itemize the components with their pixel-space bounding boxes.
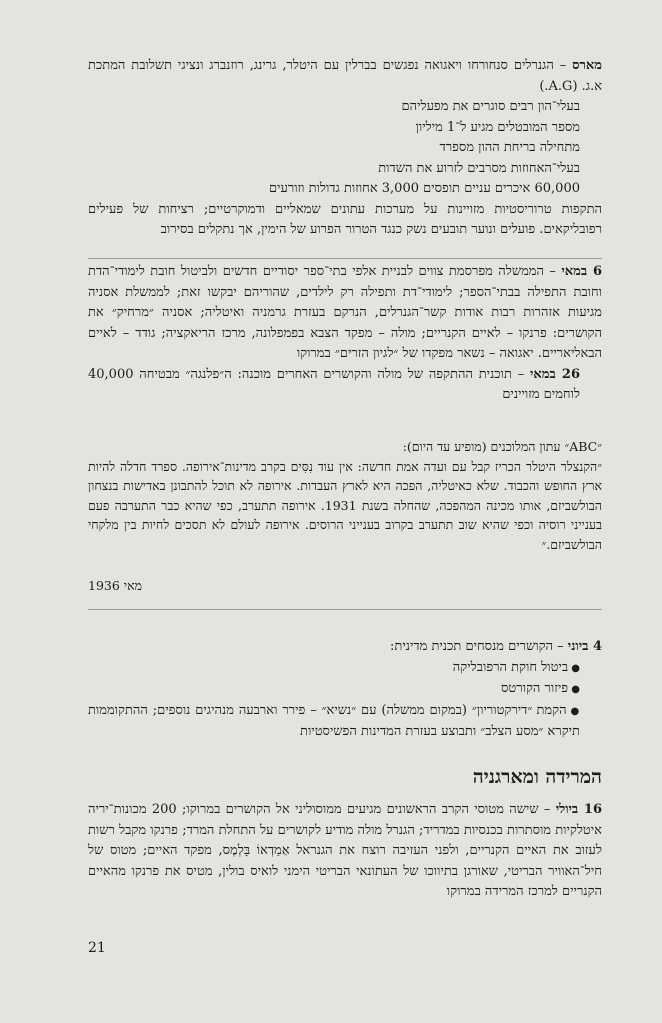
may-26-paragraph [88, 365, 602, 406]
march-list [88, 97, 602, 200]
march-list-item-4: בעלי־האחוזות מסרבים לזרוע את השדות [378, 160, 580, 176]
quote-source: ״ABC״ עתון המלוכנים (מופיע עד היום): [402, 439, 602, 454]
march-list-item-1: בעלי־הון רבים סוגרים את מפעליהם [401, 99, 580, 114]
june-bullet-list [88, 658, 602, 701]
divider-1 [88, 258, 602, 259]
section-june [88, 637, 602, 743]
june-closing-paragraph [88, 701, 602, 743]
may-6-paragraph [88, 262, 602, 365]
may-26-date: 26 במאי [530, 366, 580, 382]
may-26-text: – תוכנית ההתקפה של מולה והקושרים האחרים מוכנה: ה״פלנגה״ מבטיחה 40,000 לוחמים מזויינים [88, 366, 580, 402]
july-date: 16 ביולי [555, 802, 602, 817]
march-date: מארס [572, 58, 602, 73]
section-july [88, 800, 602, 903]
may-6-date: 6 במאי [561, 264, 602, 279]
march-list-item-2: מספר המובטלים מגיע ל־1 מיליון [415, 119, 580, 135]
section-march [88, 56, 602, 241]
june-bullet-2: ● פיזור הקורטס [88, 679, 580, 701]
june-intro-paragraph [88, 637, 602, 658]
july-paragraph [88, 800, 602, 903]
march-closing-paragraph: התקפות טרוריסטיות מזויינות על מערכות עתונים שמאליים ודמוקרטיים; רציחות של פעילים רפובליקאים. פועלים ונוער תובעים נשק כנגד הטרור הפרוע של הימין, אך נתקלים בסירוב [88, 201, 602, 237]
june-closing-text: הקמת ״דירקטוריון״ (במקום ממשלה) עם ״נשיא״ – פירר וארבעה מנהיגים נוספים; ההתקוממות תיקרא ״מסע הצלב״ ותבוצע בעזרת המדינות הפשיסטיות [88, 702, 580, 739]
march-list-item-5: 60,000 איכרים עניים תופסים 3,000 אחוזות גדולות וזורעים [268, 181, 580, 196]
june-bullet-1: ● ביטול חוקת הרפובליקה [88, 658, 580, 680]
quote-body: ״הקנצלר היטלר הכריז קבל עם ועדה אמת חדשה: אין עוד נִסִּים בקרב מדינות־אירופה. ספרד חדלה להיות ארץ החופש והכבוד. שלא כאיטליה, הפכה היא לארץ העבדות. אירופה לא תוכל להתבונן באדישות בנצחון הבולשביזם, אותו מכינה המהפכה, שהחלה בשנת 1931. אירופה תתערב, כפי שהיא כבר התערבה פעם בענייני רוסיה וכפי שהיא שוב תתערב בקרוב בענייני הרוסים. אירופה לעולם לא תסכים לחיות בין מלקחי הבולשביזם.״ [88, 458, 602, 552]
june-intro-text: – הקושרים מנסחים תכנית מדינית: [390, 639, 564, 654]
march-intro-text: – הגנרלים סנחורחו ויאגואה נפגשים בברלין עם היטלר, גרינג, רוזנברג ונציגי תשלובת המתכת א.ג. (A.G.) [88, 58, 602, 94]
divider-2 [88, 609, 602, 610]
page-number: 21 [88, 940, 106, 956]
abc-quote-block [88, 437, 602, 554]
bullet-dot-icon: ● [566, 705, 581, 717]
march-intro-paragraph [88, 56, 602, 97]
quote-date: מאי 1936 [88, 578, 142, 593]
march-list-item-3: מתחילה בריחת ההון מספרד [439, 140, 580, 155]
section-may [88, 262, 602, 406]
july-text: – שישה מטוסי הקרב הראשונים מגיעים ממוסוליני אל הקושרים במרוקו; 200 מכונות־יריה איטלקיות מוסתרות בכנסיות במדריד; הגנרל מולה מודיע לקושרים על התחלת המרד; פרנקו מקבל רשות לעזוב את האיים הקנריים, ולפני העזיבה רוצח את הגנראל אַמַדְאוֹ בָּלְמֶס, מפקד האיים; מטוס של חיל־האוויר הבריטי, שאורגן בתיווכו של העתונאי הבריטי הימני לואיס בולין, מטיס את פרנקו מהאיים הקנריים למרכז המרידה במרוקו [88, 802, 602, 899]
section-heading: המרידה ומארגניה [472, 766, 602, 788]
may-6-text: – הממשלה מפרסמת צווים לבניית אלפי בתי־ספר יסודיים חדשים ולביטול חובת לימודי־הדת וחובת התפילה בבתי־הספר; לימודי־דת ותפילה רק לילדים, שהוריהם יבקשו זאת; לממשלת אסניה מגיעות אזהרות רבות אודות קשר־הגנרלים, הנרקם בעזרת גרמניה ואיטליה; אסניה ״מרחיק״ את הקושרים: פרנקו – לאיים הקנריים; מולה – מפקד הצבא בפמפלונה, מרכז הריאקציה; גודד – לאיים הבאליאריים. יאגואה – נשאר מפקדו של ״לגיון הזרים״ במרוקו [88, 264, 602, 361]
june-date: 4 ביוני [567, 639, 602, 654]
